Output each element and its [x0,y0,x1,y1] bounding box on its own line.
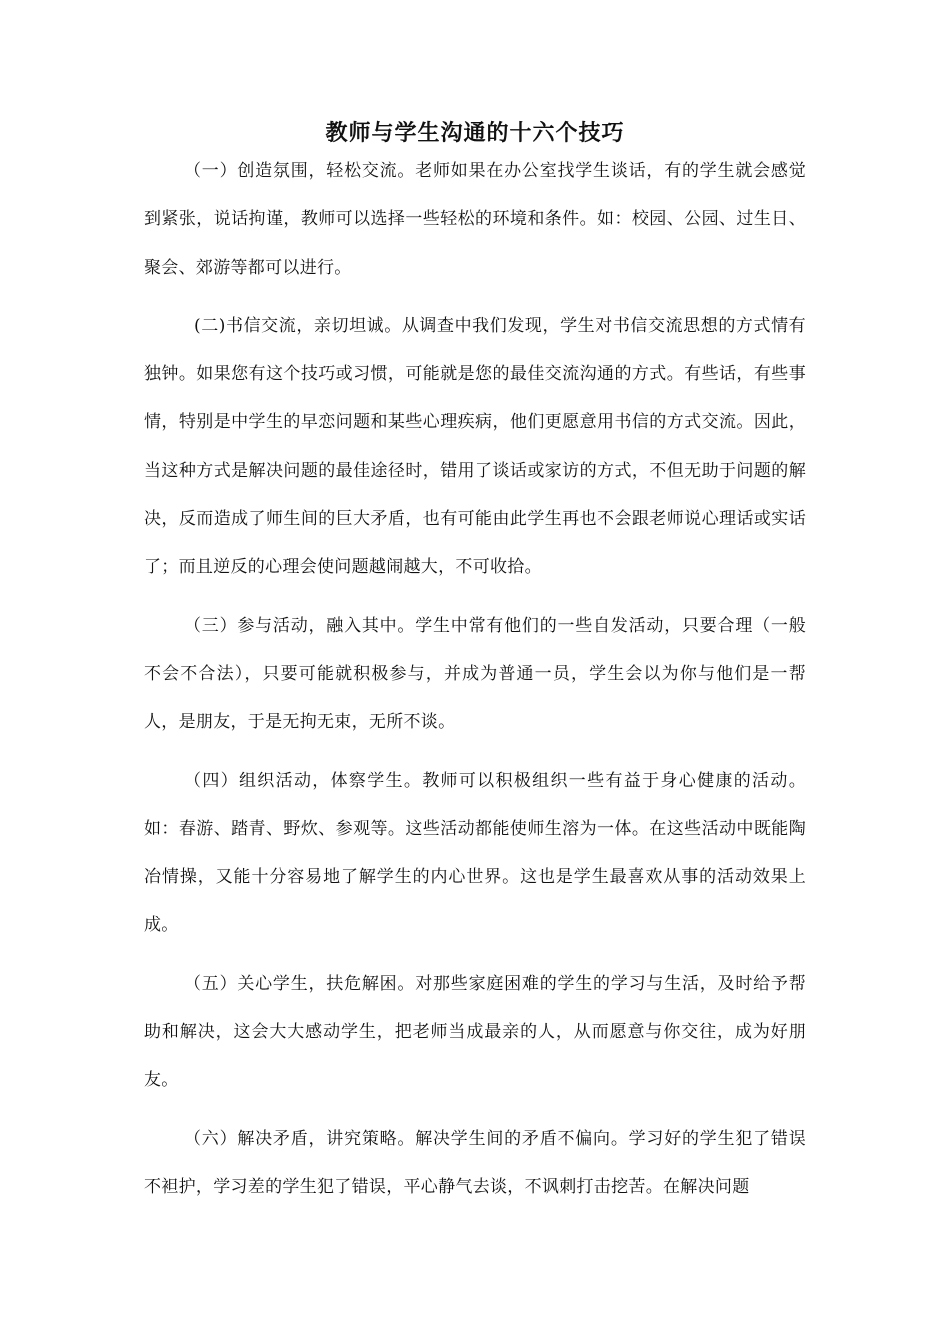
paragraph-5: （五）关心学生，扶危解困。对那些家庭困难的学生的学习与生活，及时给予帮助和解决，这会大大感动学生，把老师当成最亲的人，从而愿意与你交往，成为好朋友。 [144,973,806,1091]
document-title: 教师与学生沟通的十六个技巧 [325,121,625,146]
paragraph-3: （三）参与活动，融入其中。学生中常有他们的一些自发活动，只要合理（一般不会不合法），只要可能就积极参与，并成为普通一员，学生会以为你与他们是一帮人，是朋友，于是无拘无束，无所不谈。 [144,615,806,733]
paragraph-6: （六）解决矛盾，讲究策略。解决学生间的矛盾不偏向。学习好的学生犯了错误不袒护，学习差的学生犯了错误，平心静气去谈，不讽刺打击挖苦。在解决问题 [144,1128,806,1197]
document-body [144,147,806,1211]
paragraph-2: (二)书信交流，亲切坦诚。从调查中我们发现，学生对书信交流思想的方式情有独钟。如果您有这个技巧或习惯，可能就是您的最佳交流沟通的方式。有些话，有些事情，特别是中学生的早恋问题和某些心理疾病，他们更愿意用书信的方式交流。因此，当这种方式是解决问题的最佳途径时，错用了谈话或家访的方式，不但无助于问题的解决，反而造成了师生间的巨大矛盾，也有可能由此学生再也不会跟老师说心理话或实话了；而且逆反的心理会使问题越闹越大，不可收拾。 [144,315,806,578]
paragraph-1: （一）创造氛围，轻松交流。老师如果在办公室找学生谈话，有的学生就会感觉到紧张，说话拘谨，教师可以选择一些轻松的环境和条件。如：校园、公园、过生日、聚会、郊游等都可以进行。 [144,161,806,278]
paragraph-4: （四）组织活动，体察学生。教师可以积极组织一些有益于身心健康的活动。如：春游、踏青、野炊、参观等。这些活动都能使师生溶为一体。在这些活动中既能陶冶情操，又能十分容易地了解学生的内心世界。这也是学生最喜欢从事的活动效果上成。 [144,770,806,936]
